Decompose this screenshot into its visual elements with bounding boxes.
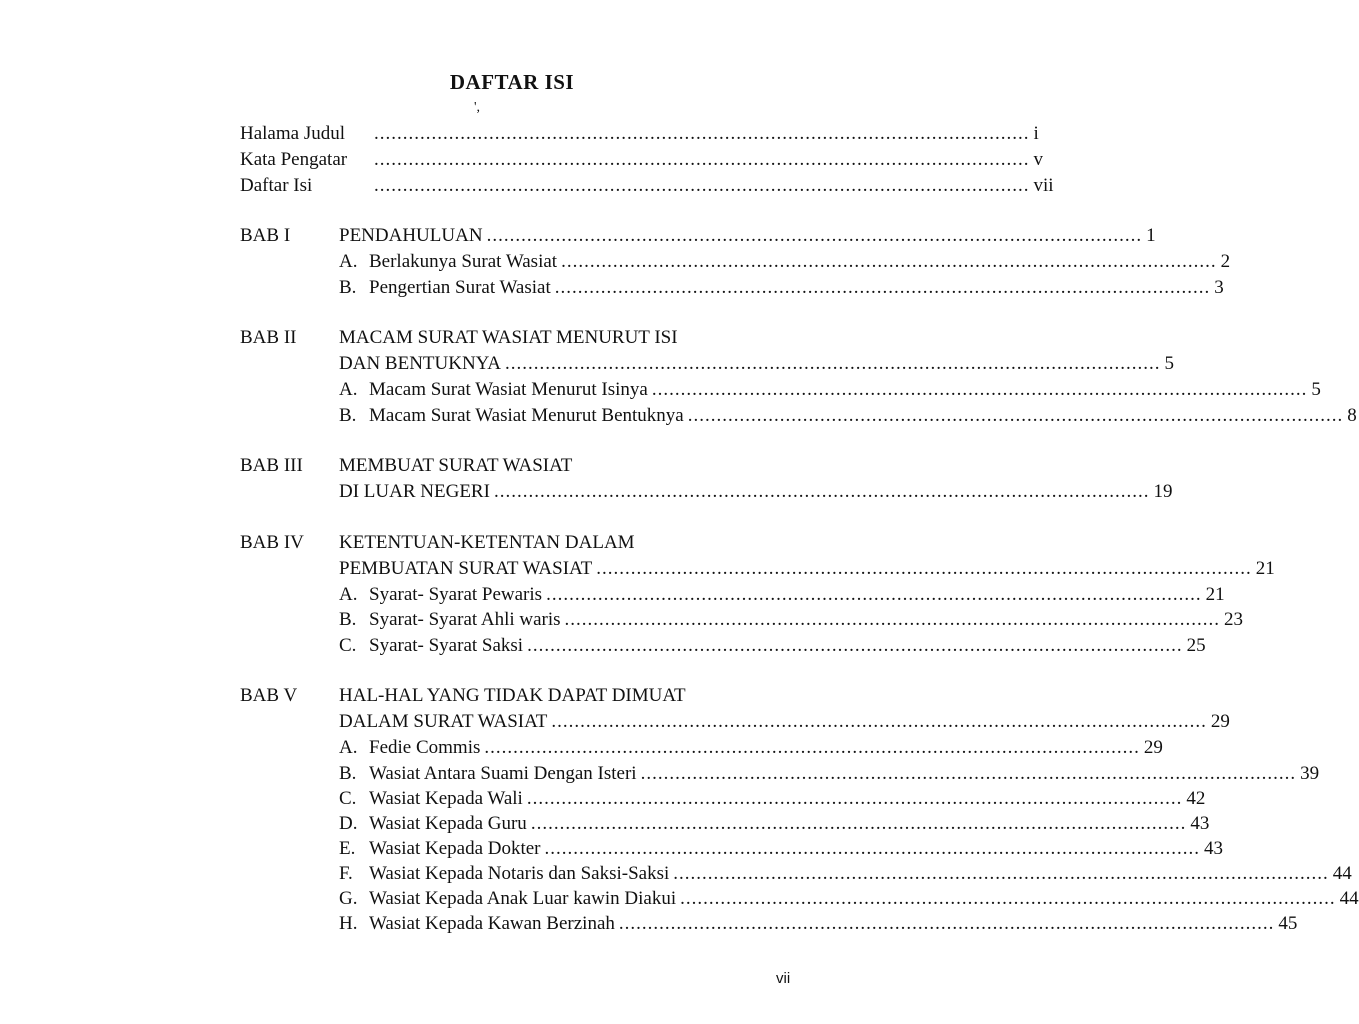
toc-subentry: B. Pengertian Surat Wasiat .................................................................................................................. 3 bbox=[339, 275, 760, 301]
toc-entry-front: Kata Pengatar .................................................................................................................. v bbox=[240, 147, 760, 173]
leader-dots: .................................................................................................................. bbox=[546, 584, 1202, 605]
chapter-entry: DALAM SURAT WASIAT .................................................................................................................. 29 bbox=[339, 709, 767, 735]
leader-dots: .................................................................................................................. bbox=[484, 737, 1140, 758]
leader-dots: .................................................................................................................. bbox=[374, 175, 1030, 196]
chapter-title-line: KETENTUAN-KETENTAN DALAM bbox=[339, 532, 635, 553]
toc-subentry: E. Wasiat Kepada Dokter .................................................................................................................. 43 bbox=[339, 836, 767, 862]
toc-subentry: F. Wasiat Kepada Notaris dan Saksi-Saksi .................................................................................................................. 44 bbox=[339, 861, 767, 887]
leader-dots: .................................................................................................................. bbox=[526, 788, 1183, 809]
chapter-entry: DAN BENTUKNYA .................................................................................................................. 5 bbox=[339, 351, 760, 377]
leader-dots: .................................................................................................................. bbox=[530, 813, 1187, 834]
chapter-title-line: HAL-HAL YANG TIDAK DAPAT DIMUAT bbox=[339, 685, 686, 706]
toc-subentry: B. Wasiat Antara Suami Dengan Isteri .................................................................................................................. 39 bbox=[339, 761, 767, 787]
leader-dots: .................................................................................................................. bbox=[680, 888, 1336, 909]
chapter-title-line: MEMBUAT SURAT WASIAT bbox=[339, 455, 573, 476]
toc-subentry: B. Macam Surat Wasiat Menurut Bentuknya .................................................................................................................. 8 bbox=[339, 403, 760, 429]
leader-dots: .................................................................................................................. bbox=[673, 863, 1329, 884]
leader-dots: .................................................................................................................. bbox=[505, 353, 1161, 374]
chapter-label: BAB V bbox=[240, 685, 298, 706]
toc-subentry: D. Wasiat Kepada Guru .................................................................................................................. 43 bbox=[339, 811, 767, 837]
leader-dots: .................................................................................................................. bbox=[651, 379, 1308, 400]
toc-subentry: H. Wasiat Kepada Kawan Berzinah .................................................................................................................. 45 bbox=[339, 911, 767, 937]
leader-dots: .................................................................................................................. bbox=[374, 123, 1030, 144]
chapter-label: BAB I bbox=[240, 225, 291, 246]
chapter-label: BAB IV bbox=[240, 532, 304, 553]
page-title: DAFTAR ISI bbox=[449, 70, 575, 94]
chapter-label: BAB II bbox=[240, 327, 297, 348]
leader-dots: .................................................................................................................. bbox=[486, 225, 1143, 246]
toc-entry-front: Daftar Isi .................................................................................................................. vii bbox=[240, 173, 760, 199]
chapter-title-line: MACAM SURAT WASIAT MENURUT ISI bbox=[339, 327, 678, 348]
chapter-entry: PEMBUATAN SURAT WASIAT .................................................................................................................. 21 bbox=[339, 556, 767, 582]
toc-subentry: C. Wasiat Kepada Wali .................................................................................................................. 42 bbox=[339, 786, 767, 812]
leader-dots: .................................................................................................................. bbox=[596, 558, 1252, 579]
chapter-entry: DI LUAR NEGERI .................................................................................................................. 19 bbox=[339, 479, 767, 505]
leader-dots: .................................................................................................................. bbox=[640, 763, 1297, 784]
toc-subentry: A. Berlakunya Surat Wasiat .................................................................................................................. 2 bbox=[339, 249, 760, 275]
page-number: vii bbox=[776, 970, 791, 987]
toc-subentry: C. Syarat- Syarat Saksi .................................................................................................................. 25 bbox=[339, 633, 767, 659]
toc-subentry: A. Syarat- Syarat Pewaris .................................................................................................................. 21 bbox=[339, 582, 767, 608]
leader-dots: .................................................................................................................. bbox=[551, 711, 1207, 732]
leader-dots: .................................................................................................................. bbox=[564, 609, 1221, 630]
toc-subentry: B. Syarat- Syarat Ahli waris .................................................................................................................. 23 bbox=[339, 607, 767, 633]
leader-dots: .................................................................................................................. bbox=[493, 481, 1150, 502]
leader-dots: .................................................................................................................. bbox=[527, 635, 1183, 656]
leader-dots: .................................................................................................................. bbox=[561, 251, 1217, 272]
toc-entry-front: Halama Judul .................................................................................................................. i bbox=[240, 121, 760, 147]
leader-dots: .................................................................................................................. bbox=[374, 149, 1030, 170]
leader-dots: .................................................................................................................. bbox=[687, 405, 1344, 426]
toc-subentry: G. Wasiat Kepada Anak Luar kawin Diakui .................................................................................................................. 44 bbox=[339, 886, 767, 912]
chapter-entry: PENDAHULUAN .................................................................................................................. 1 bbox=[339, 223, 760, 249]
leader-dots: .................................................................................................................. bbox=[554, 277, 1211, 298]
toc-subentry: A. Fedie Commis .................................................................................................................. 29 bbox=[339, 735, 767, 761]
chapter-label: BAB III bbox=[240, 455, 303, 476]
toc-subentry: A. Macam Surat Wasiat Menurut Isinya .................................................................................................................. 5 bbox=[339, 377, 760, 403]
print-speck: ', bbox=[474, 100, 481, 115]
leader-dots: .................................................................................................................. bbox=[618, 913, 1275, 934]
leader-dots: .................................................................................................................. bbox=[544, 838, 1201, 859]
